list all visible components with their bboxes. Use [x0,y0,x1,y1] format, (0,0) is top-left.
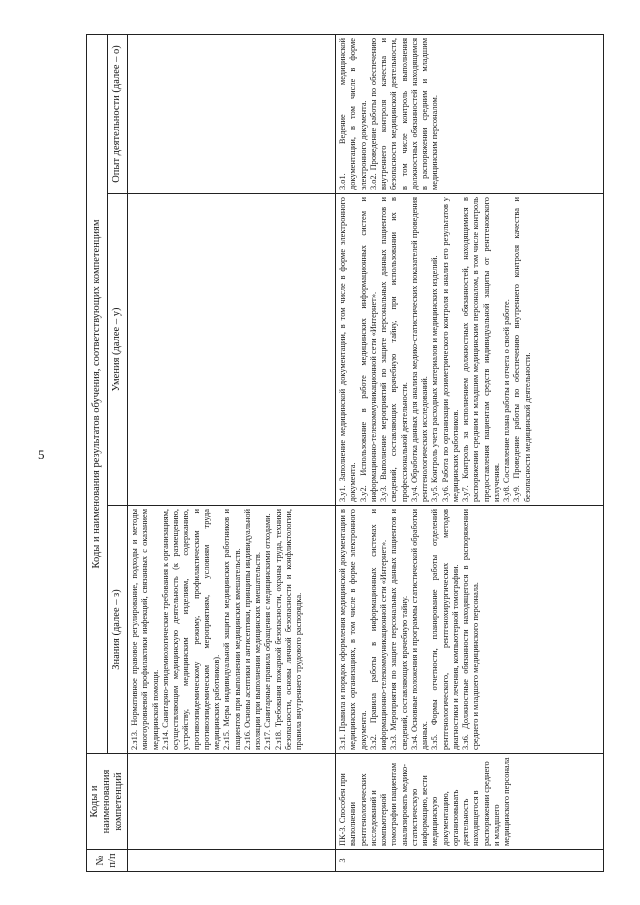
result-item: 2.з13. Нормативное правовое регулирование, подходы и методы многоуровневой профилактики инфекций, связанных с оказанием медицинской помощи. [130,509,160,750]
header-results-group: Коды и наименования результатов обучения, соответствующих компетенциям [87,34,108,753]
page-number: 5 [38,447,45,462]
result-item: 3.о1. Ведение медицинской документации, в том числе в форме электронного документа. [338,37,368,190]
cell-num [128,850,336,872]
header-skills: Умения (далее – у) [107,194,128,506]
result-item: 2.з16. Основы асептики и антисептики, принципы индивидуальной изоляции при выполнении медицинских вмешательств. [242,509,263,750]
competency-table [86,34,604,872]
result-item: 3.з2. Правила работы в информационных системах и информационно-телекоммуникационной сети «Интернет». [368,509,389,750]
result-item: 3.у9. Проведение работы по обеспечению внутреннего контроля качества и безопасности медицинской деятельности. [512,197,532,502]
result-item: 3.у8. Составление плана работы и отчета о своей работе. [502,299,512,502]
header-experience: Опыт деятельности (далее – о) [107,34,128,193]
result-item: 3.з5. Формы отчетности, планирование работы отделений рентгенологического, рентгенохирургических методов диагностики и лечения, компьютерной томографии. [430,509,460,750]
result-item: 3.з1. Правила и порядок оформления медицинской документации в медицинских организациях, в том числе в форме электронного документа. [338,509,368,750]
cell-competency [128,754,336,850]
result-item: 2.з15. Меры индивидуальной защиты медицинских работников и пациентов при выполнении медицинских вмешательств. [222,509,242,750]
result-item: 3.у5. Контроль учета расходных материалов и медицинских изделий. [430,255,440,502]
result-item: 3.з4. Основные положения и программы статистической обработки данных. [409,509,430,750]
result-item: 2.з14. Санитарно-эпидемиологические требования к организациям, осуществляющим медицинскую деятельность (к размещению, устройству, медицинским изделиям, содержанию, противоэпидемическому режиму, профилактическим и противоэпидемическим мероприятиям, условиям труда медицинских работников). [160,509,222,750]
cell-skills [128,194,336,506]
table-row [128,34,336,871]
header-competencies: Коды и наименования компетенций [87,754,128,850]
result-item: 3.у4. Обработка данных для анализа медико-статистических показателей проведения рентгенологических исследований. [409,197,430,502]
cell-competency: ПК-3. Способен при выполнении рентгенологических исследований и компьютерной томографии пациентам анализировать медико-статистическую информацию, вести медицинскую документацию, организовывать деятельность находящегося в распоряжении среднего и младшего медицинского персонала [336,754,604,850]
cell-num: 3 [336,850,604,872]
table-row [336,34,604,871]
result-item: 3.о2. Проведение работы по обеспечению внутреннего контроля качества и безопасности медицинской деятельности, в том числе контроль выполнения должностных обязанностей находящимся в распоряжении средним и младшим медицинским персоналом. [368,37,440,190]
result-item: 3.у7. Контроль за исполнением должностных обязанностей, находящимися в распоряжении средним и младшим медицинским персоналом, в том числе контроль предоставления пациентам средств индивидуальной защиты от рентгеновского излучения. [461,197,501,502]
cell-knowledge [128,506,336,754]
header-num: № п/п [87,850,128,872]
rotated-table-container [86,35,640,872]
result-item: 3.у6. Работа по организации дозиметрического контроля и анализ его результатов у медицинских работников. [440,197,460,502]
result-item: 3.у3. Выполнение мероприятий по защите персональных данных пациентов и сведений, составляющих врачебную тайну, при использовании их в профессиональной деятельности. [379,197,409,502]
cell-skills [336,194,604,506]
result-item: 3.з6. Должностные обязанности находящегося в распоряжении среднего и младшего медицинского персонала. [461,509,481,750]
cell-experience [336,34,604,193]
cell-experience [128,34,336,193]
header-knowledge: Знания (далее – з) [107,506,128,754]
result-item: 2.з17. Санитарные правила обращения с медицинскими отходами. [263,513,273,750]
result-item: 3.у1. Заполнение медицинской документации, в том числе в форме электронного документа. [338,197,358,502]
result-item: 2.з18. Требования пожарной безопасности, охраны труда, техники безопасности, основы личной безопасности и конфликтологии, правила внутреннего трудового распорядка. [273,509,304,750]
result-item: 3.з3. Мероприятия по защите персональных данных пациентов и сведений, составляющих врачебную тайну. [389,509,409,750]
result-item: 3.у2. Использование в работе медицинских информационных систем и информационно-телекоммуникационной сети «Интернет». [358,197,378,502]
cell-knowledge [336,506,604,754]
